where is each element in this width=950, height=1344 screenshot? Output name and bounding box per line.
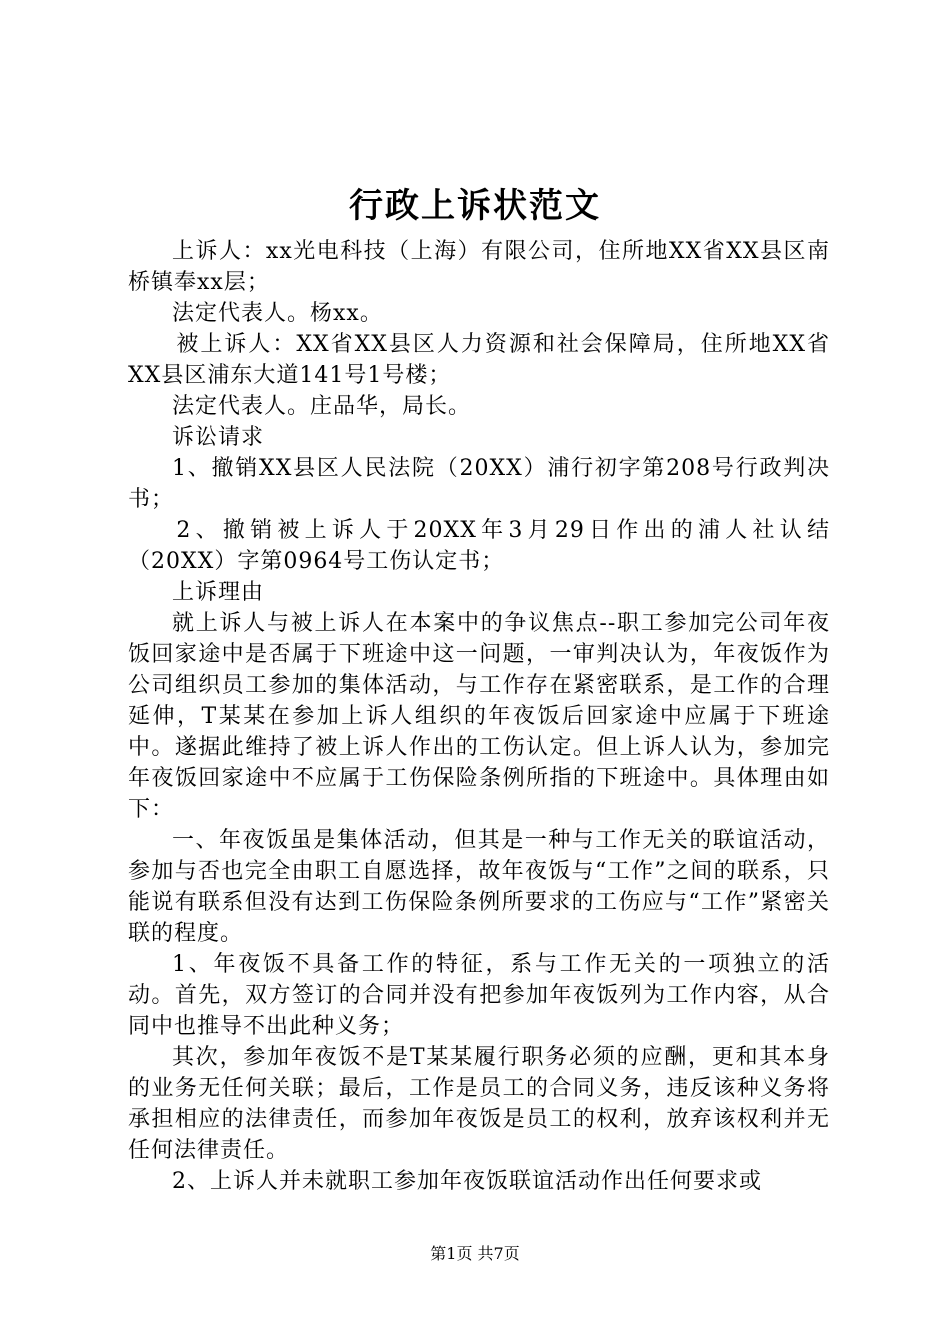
- paragraph-appellant: 上诉人：xx光电科技（上海）有限公司，住所地XX省XX县区南桥镇奉xx层；: [128, 239, 830, 295]
- paragraph-reasons-intro: 就上诉人与被上诉人在本案中的争议焦点--职工参加完公司年夜饭回家途中是否属于下班途中这一问题，一审判决认为，年夜饭作为公司组织员工参加的集体活动，与工作存在紧密联系，是工作的合理延伸，T某某在参加上诉人组织的年夜饭后回家途中应属于下班途中。遂据此维持了被上诉人作出的工伤认定。但上诉人认为，参加完年夜饭回家途中不应属于工伤保险条例所指的下班途中。具体理由如下：: [128, 611, 830, 822]
- paragraph-reason-1-2: 其次，参加年夜饭不是T某某履行职务必须的应酬，更和其本身的业务无任何关联；最后，工作是员工的合同义务，违反该种义务将承担相应的法律责任，而参加年夜饭是员工的权利，放弃该权利并无任何法律责任。: [128, 1045, 830, 1163]
- paragraph-reason-1: 一、年夜饭虽是集体活动，但其是一种与工作无关的联谊活动，参加与否也完全由职工自愿选择，故年夜饭与“工作”之间的联系，只能说有联系但没有达到工伤保险条例所要求的工伤应与“工作”紧密关联的程度。: [128, 828, 830, 946]
- paragraph-claim-1: 1、撤销XX县区人民法院（20XX）浦行初字第208号行政判决书；: [128, 456, 830, 512]
- paragraph-appellee: 被上诉人：XX省XX县区人力资源和社会保障局，住所地XX省XX县区浦东大道141号1号楼；: [128, 332, 830, 388]
- heading-claims: 诉讼请求: [172, 425, 265, 450]
- paragraph-reason-1-1: 1、年夜饭不具备工作的特征，系与工作无关的一项独立的活动。首先，双方签订的合同并没有把参加年夜饭列为工作内容，从合同中也推导不出此种义务；: [128, 952, 830, 1039]
- paragraph-reason-2: 2、上诉人并未就职工参加年夜饭联谊活动作出任何要求或: [172, 1169, 762, 1194]
- paragraph-appellee-representative: 法定代表人。庄品华，局长。: [172, 394, 472, 419]
- paragraph-appellant-representative: 法定代表人。杨xx。: [172, 301, 383, 326]
- document-body: [128, 236, 830, 1197]
- heading-reasons: 上诉理由: [172, 580, 265, 605]
- document-title: 行政上诉状范文: [349, 186, 601, 226]
- page-footer: 第1页 共7页: [430, 1244, 520, 1263]
- paragraph-claim-2: 2、撤销被上诉人于20XX年3月29日作出的浦人社认结（20XX）字第0964号工伤认定书；: [128, 518, 830, 574]
